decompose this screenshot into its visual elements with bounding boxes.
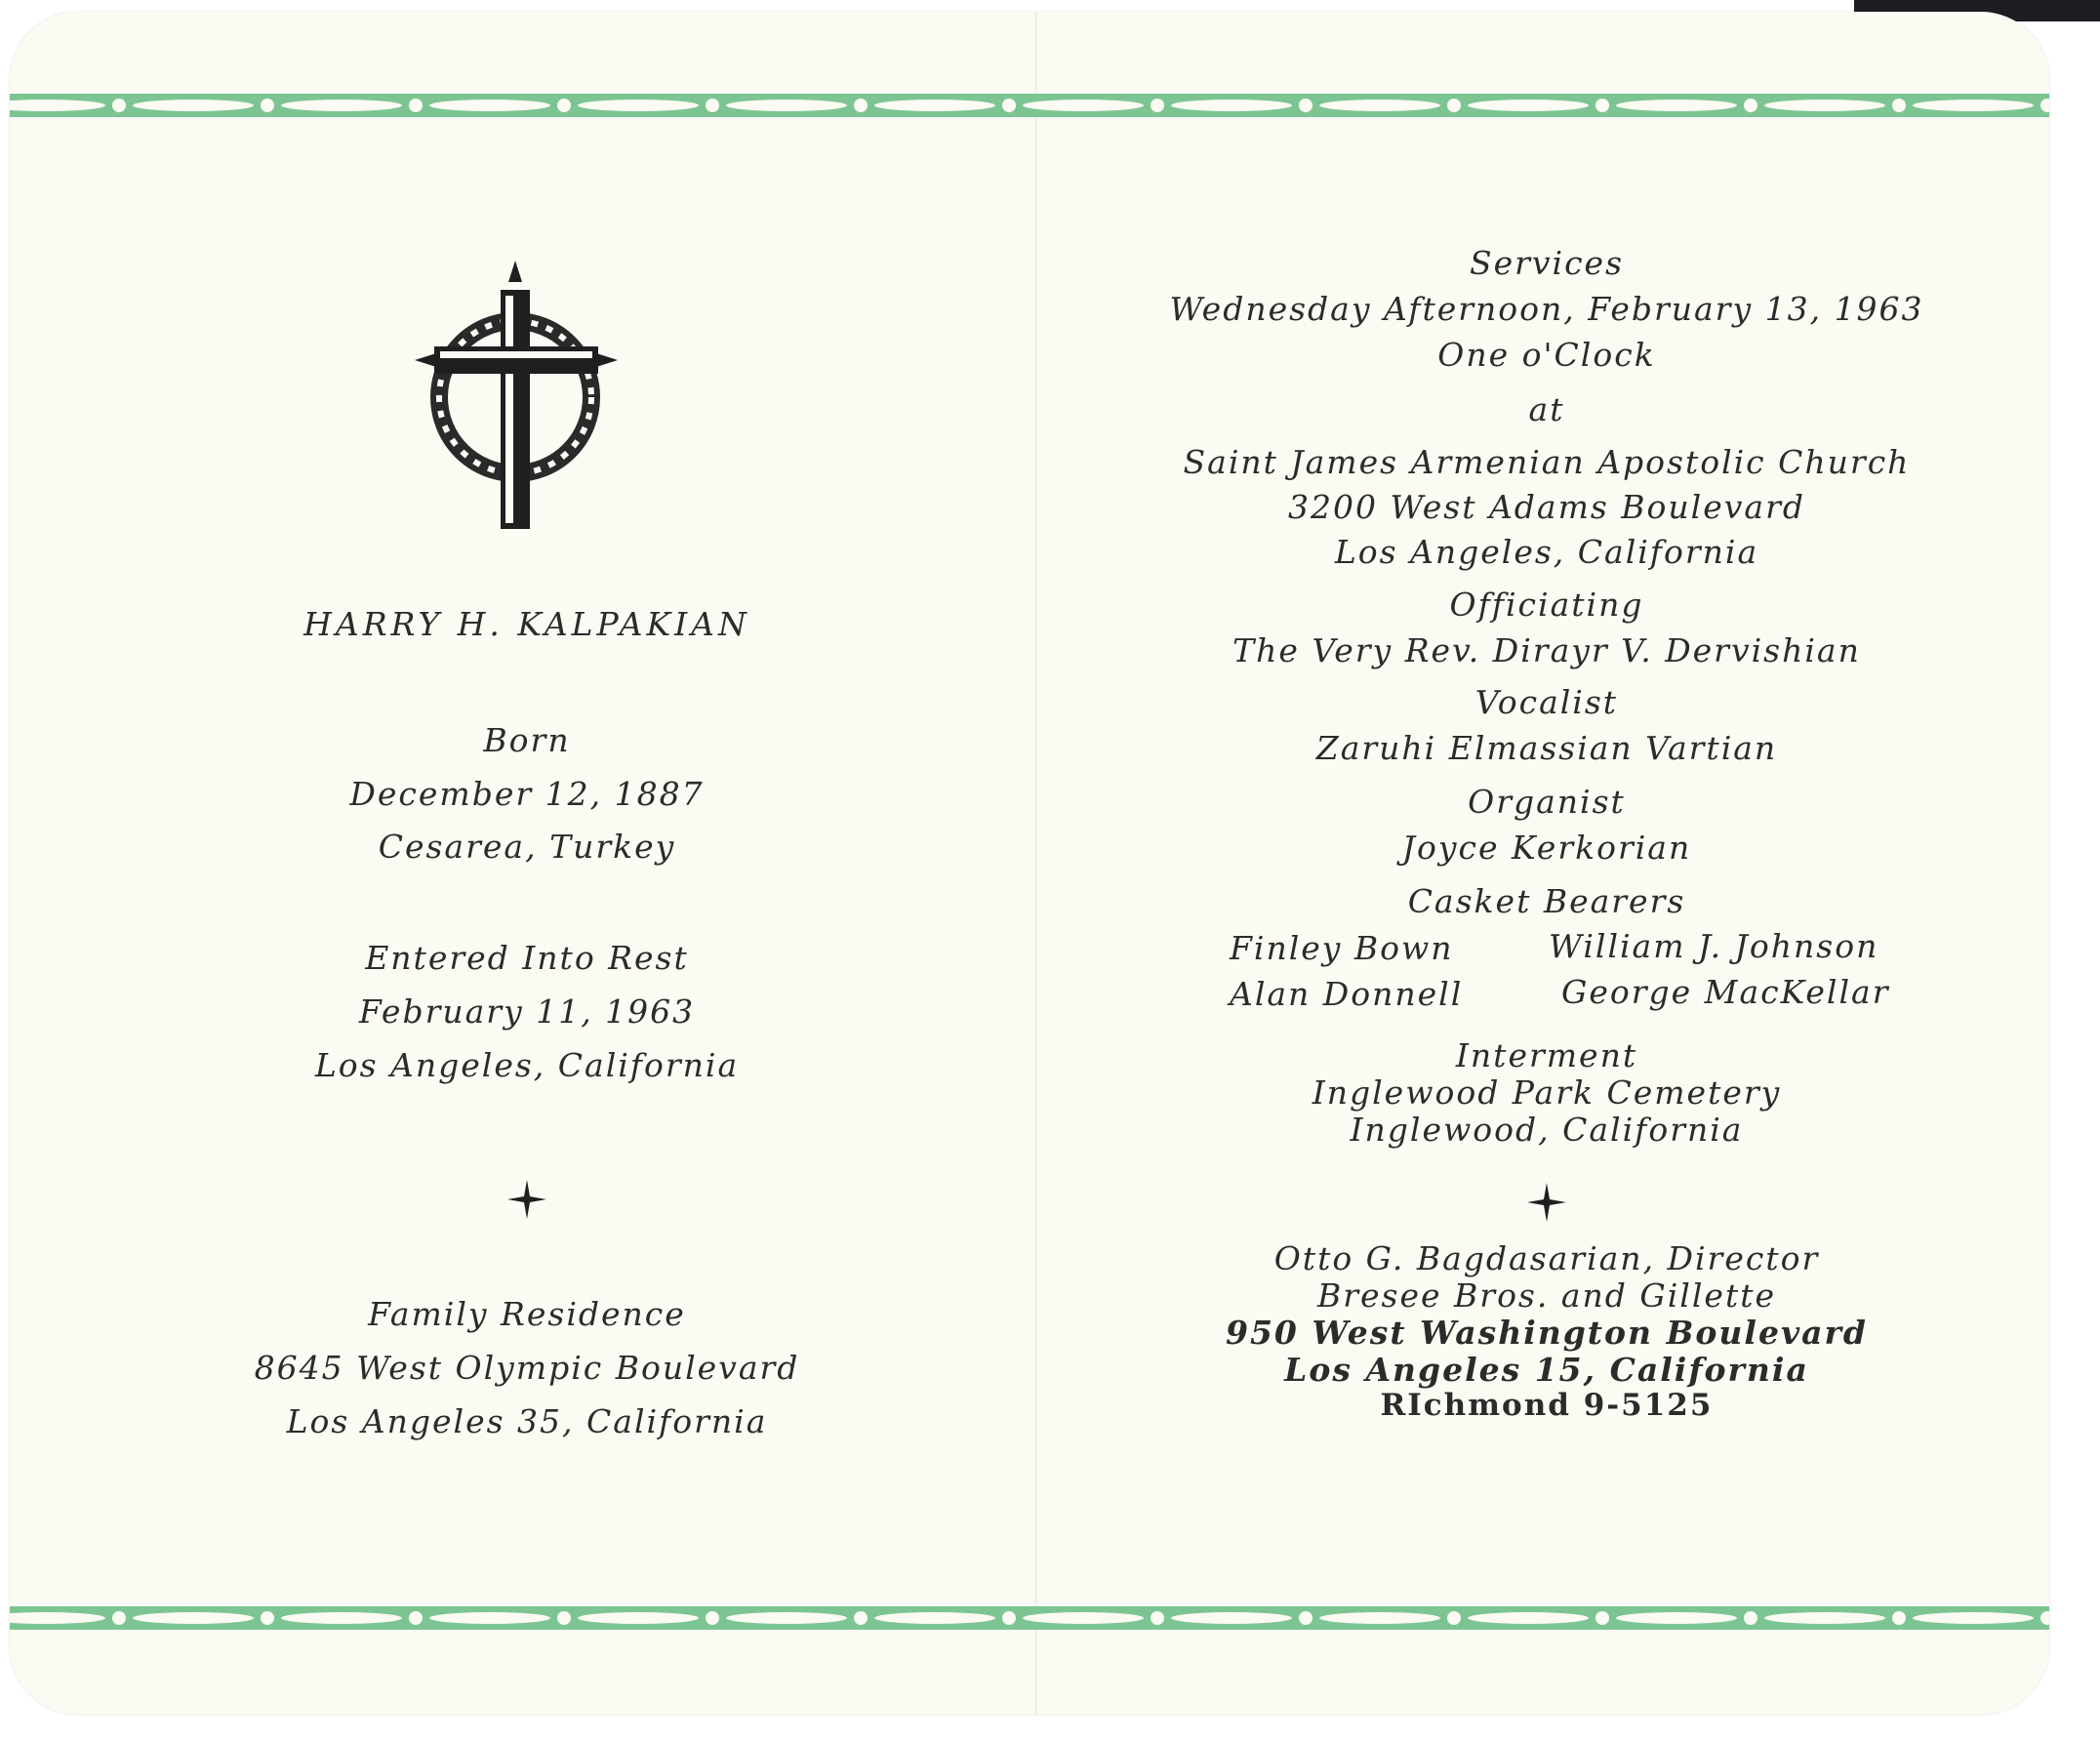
organist-name: Joyce Kerkorian [1401,829,1692,867]
sparkle-icon [1525,1181,1568,1224]
bearers-label: Casket Bearers [1407,882,1686,920]
officiating-name: The Very Rev. Dirayr V. Dervishian [1232,631,1861,669]
director-name: Otto G. Bagdasarian, Director [1273,1239,1820,1277]
church-city: Los Angeles, California [1334,533,1759,571]
officiating-label: Officiating [1449,586,1644,624]
border-oval [1023,1612,1144,1624]
director-firm: Bresee Bros. and Gillette [1317,1276,1776,1315]
born-place: Cesarea, Turkey [378,828,676,866]
bearer-name: George MacKellar [1561,973,1890,1011]
cemetery-name: Inglewood Park Cemetery [1312,1073,1782,1112]
at-text: at [1528,390,1565,428]
cemetery-city: Inglewood, California [1350,1111,1744,1149]
border-dot [854,1611,868,1625]
rest-label: Entered Into Rest [365,939,689,977]
center-fold [1034,12,1037,1715]
bearer-name: William J. Johnson [1549,927,1879,965]
residence-label: Family Residence [368,1295,686,1333]
residence-street: 8645 West Olympic Boulevard [254,1349,800,1387]
sparkle-icon [505,1178,548,1221]
rest-date: February 11, 1963 [358,992,696,1031]
funeral-program-card [10,12,2049,1715]
vocalist-name: Zaruhi Elmassian Vartian [1315,729,1778,767]
services-label: Services [1469,244,1625,282]
church-name: Saint James Armenian Apostolic Church [1183,443,1911,481]
bearer-name: Alan Donnell [1230,975,1464,1013]
border-dot [112,99,126,112]
services-time: One o'Clock [1437,336,1656,374]
deceased-name: HARRY H. KALPAKIAN [303,605,750,643]
born-date: December 12, 1887 [349,775,705,813]
director-phone: RIchmond 9-5125 [1380,1388,1714,1423]
right-panel [1161,12,1932,1715]
interment-label: Interment [1455,1036,1638,1074]
director-street: 950 West Washington Boulevard [1226,1314,1868,1352]
cross-wreath-icon [415,261,625,544]
director-city: Los Angeles 15, California [1284,1351,1809,1389]
border-dot [1002,1611,1016,1625]
vocalist-label: Vocalist [1474,683,1619,721]
residence-city: Los Angeles 35, California [286,1402,768,1440]
church-street: 3200 West Adams Boulevard [1288,488,1805,526]
border-oval [874,1612,995,1624]
border-oval [874,100,995,111]
left-panel [205,12,849,1715]
services-date: Wednesday Afternoon, February 13, 1963 [1169,290,1924,328]
border-dot [112,1611,126,1625]
border-dot [1002,99,1016,112]
border-dot [854,99,868,112]
born-label: Born [483,721,571,759]
border-oval [1023,100,1144,111]
bearer-name: Finley Bown [1230,929,1454,967]
rest-place: Los Angeles, California [314,1046,740,1084]
organist-label: Organist [1468,783,1626,821]
